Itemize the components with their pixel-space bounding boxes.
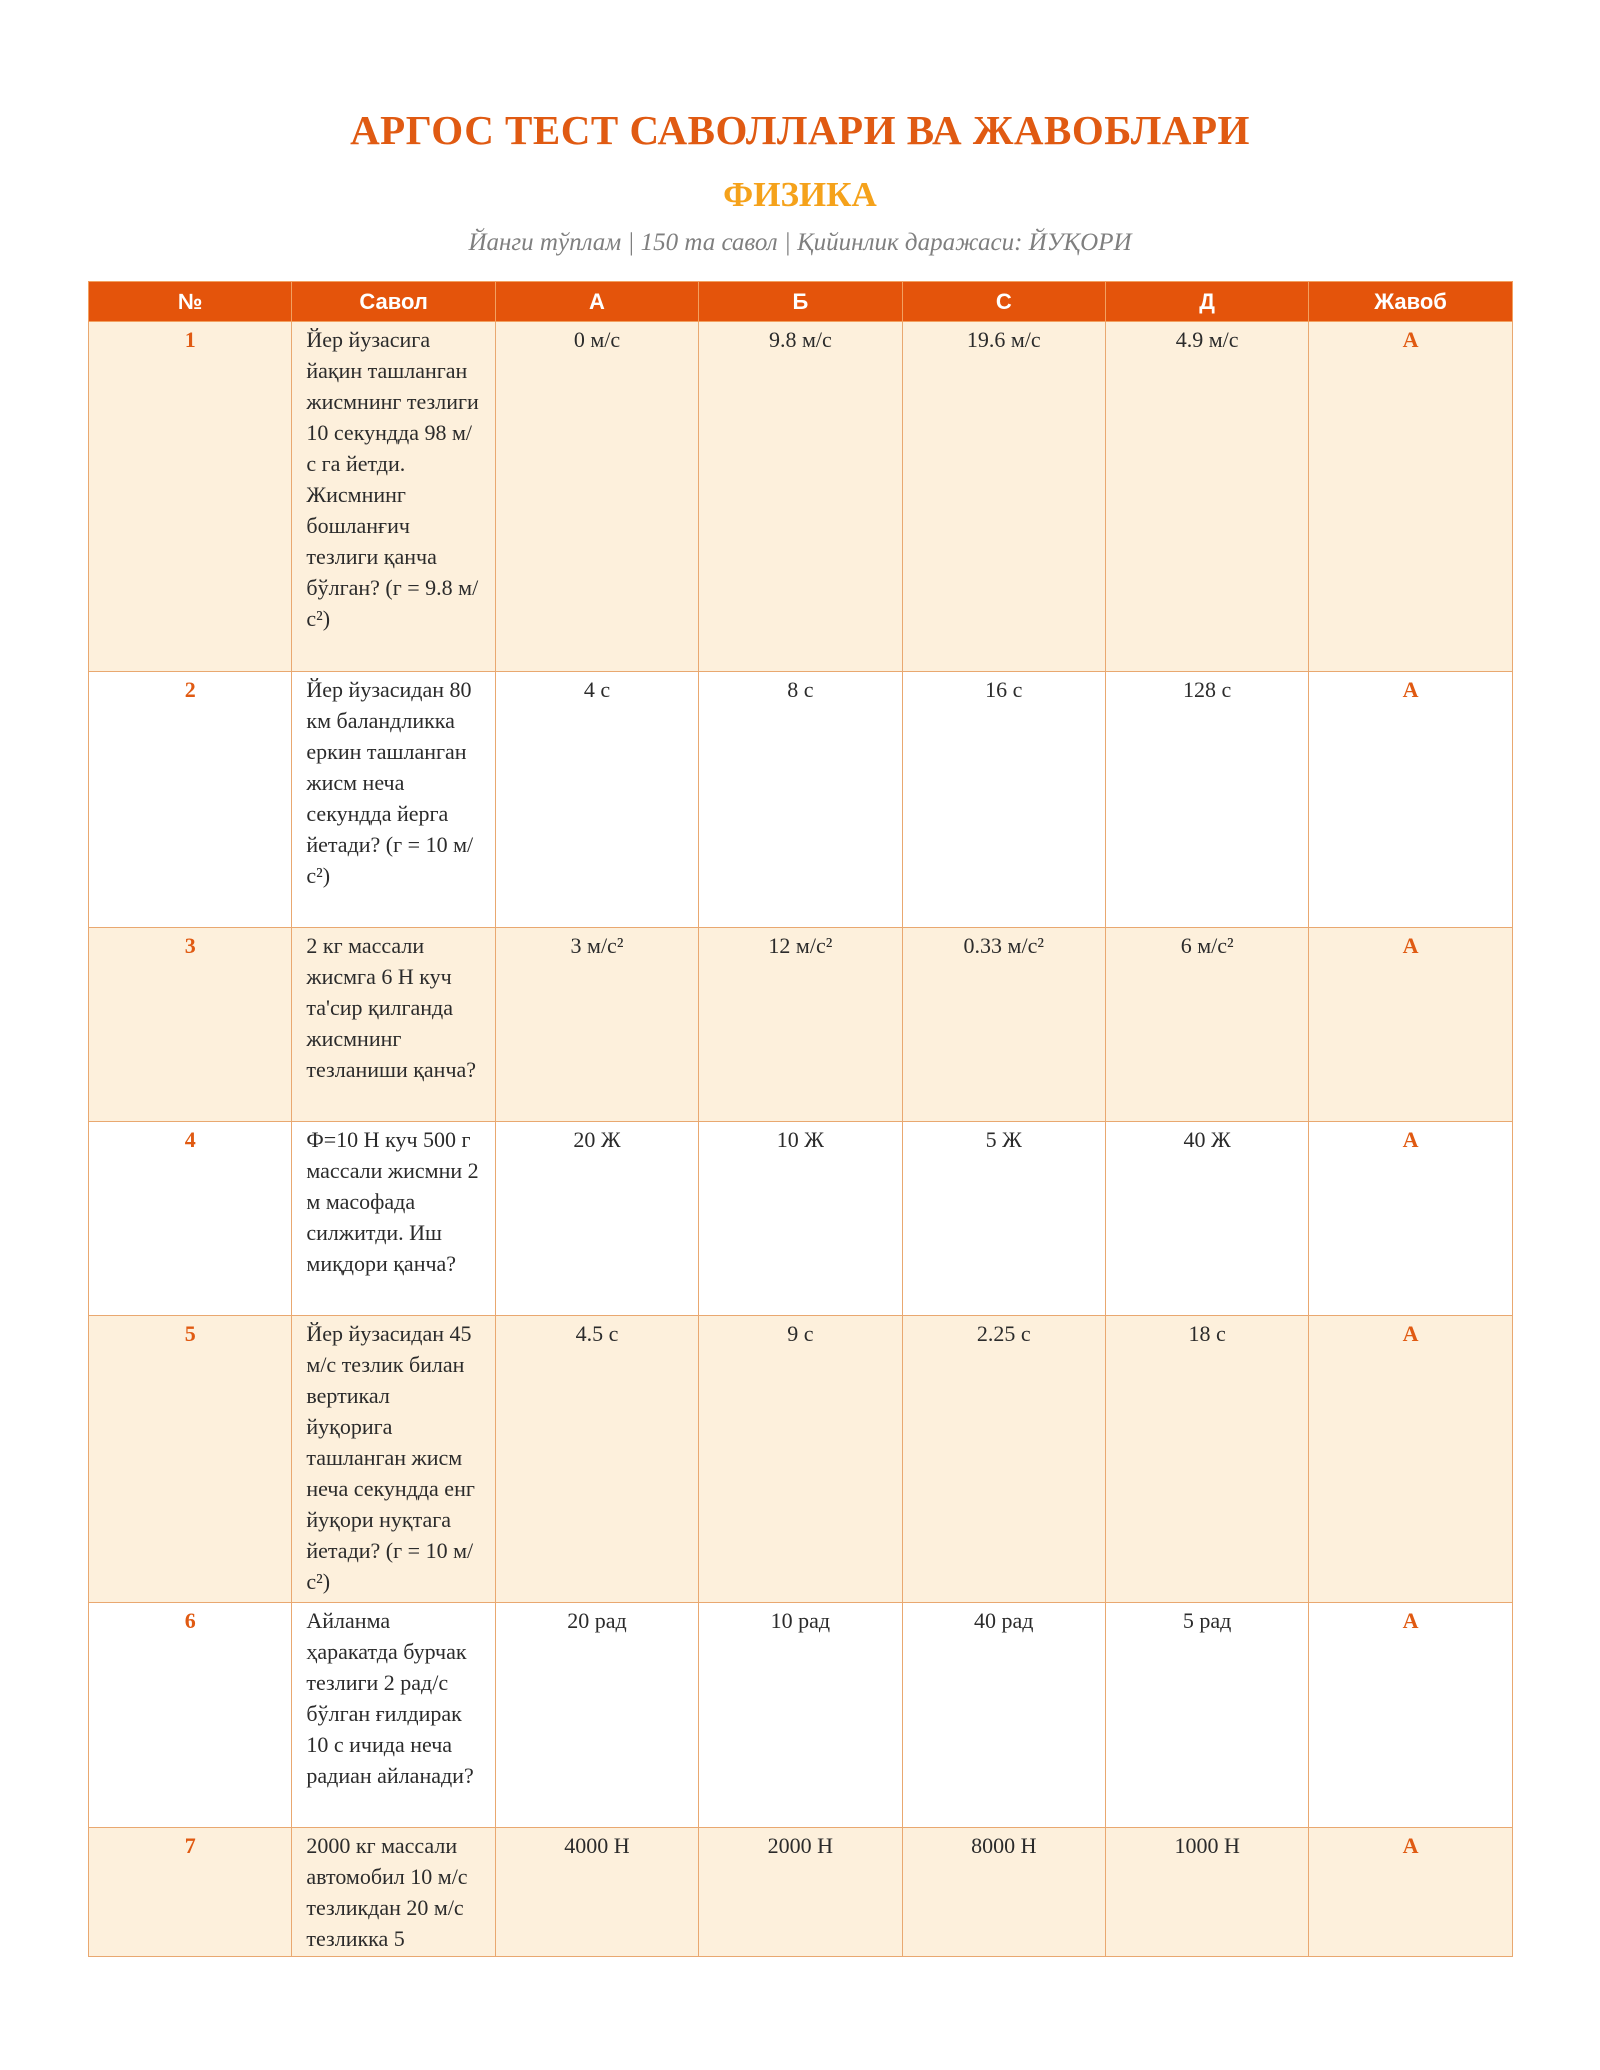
collection-meta: Йанги тўплам | 150 та савол | Қийинлик даражаси: ЙУҚОРИ	[468, 229, 1132, 256]
correct-answer: А	[1309, 928, 1512, 1122]
table-header-row	[89, 282, 1513, 322]
question-number: 3	[89, 928, 292, 1122]
correct-answer: А	[1309, 1122, 1512, 1316]
option-a: 4000 Н	[495, 1828, 698, 1957]
question-number: 2	[89, 672, 292, 928]
option-b: 2000 Н	[699, 1828, 902, 1957]
table-row	[89, 672, 1513, 928]
option-c: 0.33 м/с²	[902, 928, 1105, 1122]
column-header-option-c: С	[902, 282, 1105, 322]
option-d: 18 с	[1105, 1316, 1308, 1603]
option-a: 20 рад	[495, 1603, 698, 1828]
option-c: 40 рад	[902, 1603, 1105, 1828]
option-a: 4 с	[495, 672, 698, 928]
question-number: 7	[89, 1828, 292, 1957]
option-d: 4.9 м/с	[1105, 322, 1308, 672]
subject-title: ФИЗИКА	[723, 175, 877, 214]
option-d: 40 Ж	[1105, 1122, 1308, 1316]
correct-answer: А	[1309, 672, 1512, 928]
question-text: 2000 кг массали автомобил 10 м/с тезликдан 20 м/с тезликка 5	[292, 1828, 495, 1957]
option-d: 6 м/с²	[1105, 928, 1308, 1122]
question-text: Йер йузасидан 80 км баландликка еркин ташланган жисм неча секундда йерга йетади? (г = 10 м/с²)	[292, 672, 495, 928]
option-d: 5 рад	[1105, 1603, 1308, 1828]
column-header-option-b: Б	[699, 282, 902, 322]
table-row	[89, 322, 1513, 672]
question-text: Ф=10 Н куч 500 г массали жисмни 2 м масофада силжитди. Иш миқдори қанча?	[292, 1122, 495, 1316]
table-row	[89, 928, 1513, 1122]
question-text: Йер йузасига йақин ташланган жисмнинг тезлиги 10 секундда 98 м/с га йетди. Жисмнинг бошланғич тезлиги қанча бўлган? (г = 9.8 м/с²)	[292, 322, 495, 672]
option-c: 16 с	[902, 672, 1105, 928]
option-d: 128 с	[1105, 672, 1308, 928]
column-header-number: №	[89, 282, 292, 322]
option-a: 4.5 с	[495, 1316, 698, 1603]
option-b: 8 с	[699, 672, 902, 928]
option-b: 10 Ж	[699, 1122, 902, 1316]
column-header-question: Савол	[292, 282, 495, 322]
option-b: 9.8 м/с	[699, 322, 902, 672]
correct-answer: А	[1309, 1316, 1512, 1603]
option-c: 8000 Н	[902, 1828, 1105, 1957]
questions-table	[88, 281, 1513, 1957]
table-row	[89, 1828, 1513, 1957]
correct-answer: А	[1309, 1828, 1512, 1957]
option-a: 3 м/с²	[495, 928, 698, 1122]
question-text: Йер йузасидан 45 м/с тезлик билан вертикал йуқорига ташланган жисм неча секундда енг йуқори нуқтага йетади? (г = 10 м/с²)	[292, 1316, 495, 1603]
table-row	[89, 1316, 1513, 1603]
option-a: 20 Ж	[495, 1122, 698, 1316]
option-c: 5 Ж	[902, 1122, 1105, 1316]
option-c: 2.25 с	[902, 1316, 1105, 1603]
option-b: 12 м/с²	[699, 928, 902, 1122]
table-row	[89, 1122, 1513, 1316]
option-b: 9 с	[699, 1316, 902, 1603]
option-b: 10 рад	[699, 1603, 902, 1828]
column-header-option-d: Д	[1105, 282, 1308, 322]
option-a: 0 м/с	[495, 322, 698, 672]
question-text: 2 кг массали жисмга 6 Н куч та'сир қилганда жисмнинг тезланиши қанча?	[292, 928, 495, 1122]
column-header-option-a: А	[495, 282, 698, 322]
correct-answer: А	[1309, 1603, 1512, 1828]
questions-table-wrapper	[88, 281, 1512, 1957]
question-number: 4	[89, 1122, 292, 1316]
question-text: Айланма ҳаракатда бурчак тезлиги 2 рад/с бўлган ғилдирак 10 с ичида неча радиан айланади?	[292, 1603, 495, 1828]
option-d: 1000 Н	[1105, 1828, 1308, 1957]
correct-answer: А	[1309, 322, 1512, 672]
option-c: 19.6 м/с	[902, 322, 1105, 672]
question-number: 5	[89, 1316, 292, 1603]
question-number: 1	[89, 322, 292, 672]
question-number: 6	[89, 1603, 292, 1828]
table-row	[89, 1603, 1513, 1828]
column-header-answer: Жавоб	[1309, 282, 1512, 322]
page-title: АРГОС ТЕСТ САВОЛЛАРИ ВА ЖАВОБЛАРИ	[350, 107, 1250, 153]
